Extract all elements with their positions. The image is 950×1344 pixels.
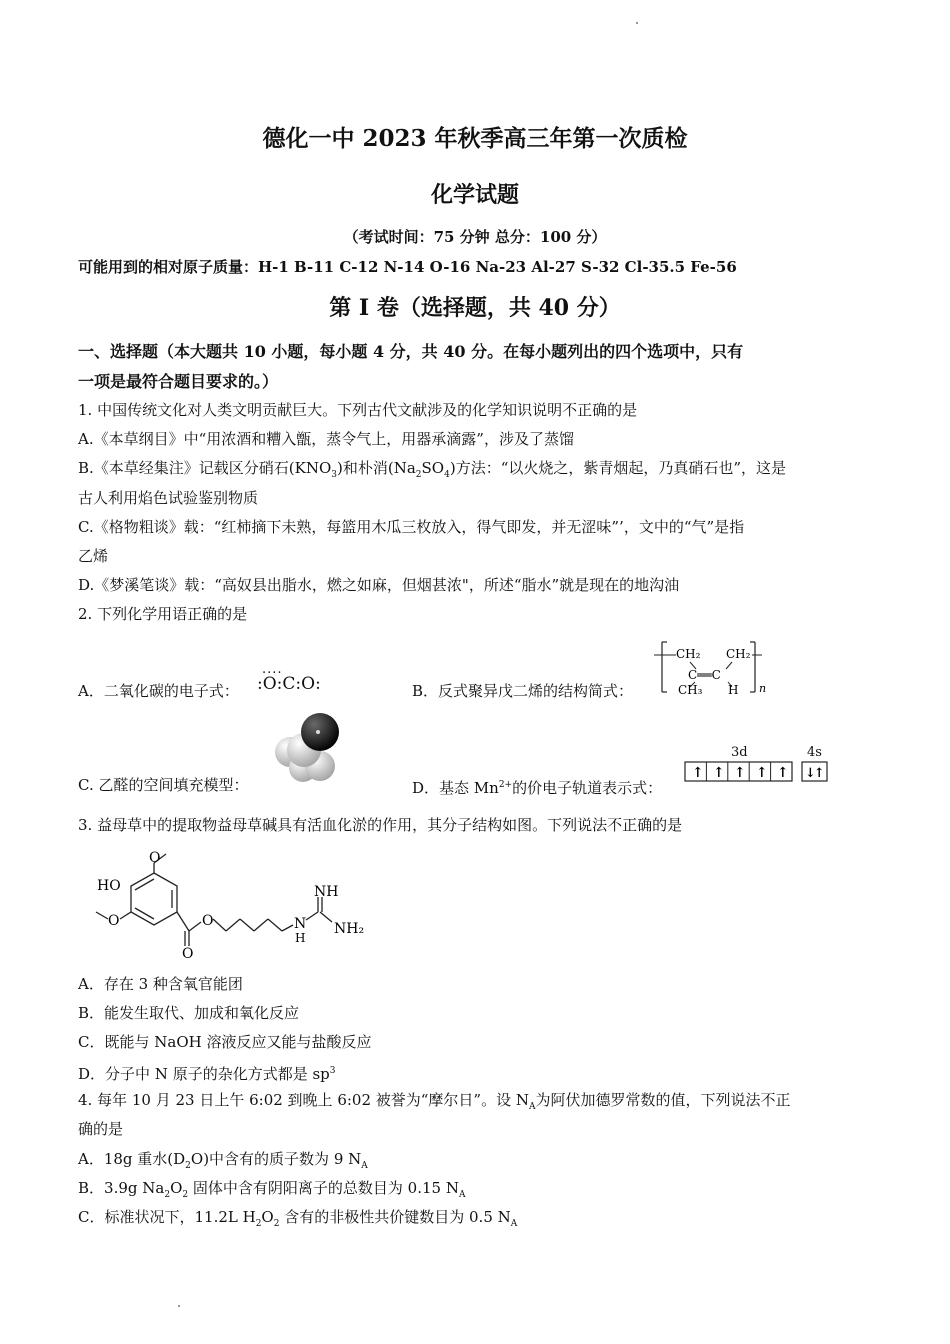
option-a: A．18g 重水$(D_2O)$中含有的质子数为 9 $N_A$ [78, 1150, 368, 1171]
atomic-masses: 可能用到的相对原子质量：H-1 B-11 C-12 N-14 O-16 Na-23 Al-27 S-32 Cl-35.5 Fe-56 [78, 258, 737, 276]
polyisoprene-structure [652, 636, 772, 698]
ch3-label: CH₃ [678, 683, 703, 697]
option-b: B．能发生取代、加成和氧化反应 [78, 1004, 300, 1022]
option-c: C.《格物粗谈》载：“红柿摘下未熟，每篮用木瓜三枚放入，得气即发，并无涩味”’，文中的“气”是指 [78, 518, 745, 536]
option-c: C．既能与 NaOH 溶液反应又能与盐酸反应 [78, 1033, 372, 1051]
subject-title: 化学试题 [430, 182, 519, 208]
option-c: C．标准状况下，11.2L $H_2O_2$ 含有的非极性共价键数目为 0.5 $N_A$ [78, 1208, 518, 1229]
option-b: B.《本草经集注》记载区分硝石$(KNO_3)$和朴消$(Na_2SO_4)$方法：“以火烧之，紫青烟起，乃真硝石也”，这是 [78, 459, 787, 480]
spin-pair-arrows: ↓↑ [805, 766, 823, 781]
scan-speck [178, 1305, 180, 1307]
scan-speck [636, 22, 638, 24]
option-a: A．二氧化碳的电子式： [78, 682, 239, 700]
question-stem-cont: 确的是 [78, 1120, 124, 1138]
double-bond-label: C══C [688, 668, 721, 682]
exam-title: 德化一中 2023 年秋季高三年第一次质检 [262, 125, 688, 152]
option-b-cont: 古人利用焰色试验鉴别物质 [78, 489, 259, 507]
spin-up-arrow: ↑ [692, 765, 704, 781]
option-d: D．分子中 N 原子的杂化方式都是 $sp^3$ [78, 1065, 336, 1083]
exam-info: （考试时间：75 分钟 总分：100 分） [343, 228, 607, 246]
option-d: D．基态 $Mn^{2+}$的价电子轨道表示式： [412, 779, 663, 797]
spin-up-arrow: ↑ [713, 765, 725, 781]
orbital-4s-label: 4s [807, 745, 822, 760]
leonurine-structure [88, 845, 378, 965]
option-b: B．反式聚异戊二烯的结构简式： [412, 682, 634, 700]
question-stem: 3. 益母草中的提取物益母草碱具有活血化淤的作用，其分子结构如图。下列说法不正确的是 [78, 816, 683, 834]
option-b: B．3.9g $Na_2O_2$ 固体中含有阴阳离子的总数目为 0.15 $N_A$ [78, 1179, 466, 1200]
co2-electron-formula: :O:C:O: [257, 674, 321, 694]
hydrogen-label: H [295, 931, 306, 945]
spin-up-arrow: ↑ [756, 765, 768, 781]
orbital-3d-label: 3d [731, 745, 748, 760]
spin-up-arrow: ↑ [777, 765, 789, 781]
oxygen-label: O [149, 850, 161, 866]
amine-label: NH₂ [334, 921, 365, 937]
oxygen-label: O [202, 913, 214, 929]
imine-label: NH [314, 884, 339, 900]
question-stem: 4. 每年 10 月 23 日上午 6:02 到晚上 6:02 被誉为“摩尔日”。设 $N_A$为阿伏加德罗常数的值，下列说法不正 [78, 1091, 791, 1112]
option-c-cont: 乙烯 [78, 547, 109, 565]
option-c: C. 乙醛的空间填充模型： [78, 776, 249, 794]
ch2-right-label: CH₂ [726, 647, 751, 661]
lone-pair-dots: .... [262, 662, 283, 677]
spin-up-arrow: ↑ [734, 765, 746, 781]
repeat-n-label: n [759, 682, 767, 695]
option-d: D.《梦溪笔谈》载：“高奴县出脂水，燃之如麻，但烟甚浓"，所述“脂水”就是现在的地沟油 [78, 576, 680, 594]
question-stem: 2. 下列化学用语正确的是 [78, 605, 248, 623]
option-a: A.《本草纲目》中“用浓酒和糟入甑，蒸令气上，用器承滴露”，涉及了蒸馏 [78, 430, 574, 448]
ch2-left-label: CH₂ [676, 647, 701, 661]
h-label: H [728, 683, 739, 697]
section-instruction: 一项是最符合题目要求的。） [78, 372, 279, 391]
question-stem: 1. 中国传统文化对人类文明贡献巨大。下列古代文献涉及的化学知识说明不正确的是 [78, 401, 638, 419]
acetaldehyde-space-filling-model [268, 708, 352, 790]
oxygen-label: O [182, 946, 194, 962]
hydroxyl-label: HO [97, 878, 121, 894]
mn-orbital-diagram [684, 760, 834, 784]
nitrogen-label: N [294, 916, 307, 932]
oxygen-label: O [108, 913, 120, 929]
section-title: 第 Ⅰ 卷（选择题，共 40 分） [329, 295, 621, 321]
section-instruction: 一、选择题（本大题共 10 小题，每小题 4 分，共 40 分。在每小题列出的四个选项中，只有 [78, 342, 744, 361]
option-a: A．存在 3 种含氧官能团 [78, 975, 243, 993]
